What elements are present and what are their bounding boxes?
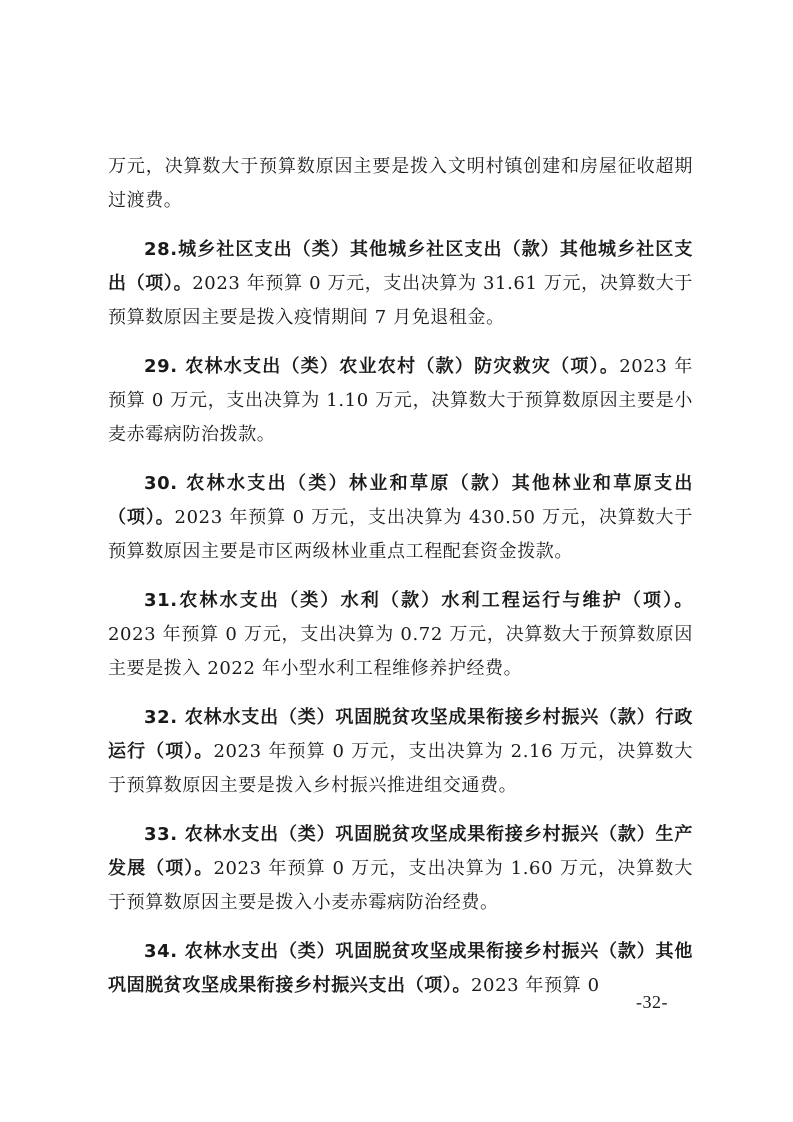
paragraph-heading: 29. 农林水支出（类）农业农村（款）防灾救灾（项）。 bbox=[144, 356, 620, 377]
paragraph-body: 2023 年预算 0 万元，支出决算为 1.60 万元，决算数大于预算数原因主要是拨入小麦赤霉病防治经费。 bbox=[108, 858, 693, 913]
paragraph-heading: 31.农林水支出（类）水利（款）水利工程运行与维护（项）。 bbox=[144, 590, 693, 611]
paragraph-item-31 bbox=[108, 584, 693, 686]
page-content bbox=[108, 150, 693, 1003]
paragraph-body: 2023 年预算 0 bbox=[471, 975, 600, 996]
paragraph-item-28 bbox=[108, 233, 693, 335]
paragraph-item-29 bbox=[108, 350, 693, 452]
paragraph-item-34 bbox=[108, 935, 693, 1003]
paragraph-heading: 32. 农林水支出（类）巩固脱贫攻坚成果衔接乡村振兴（款）行政运行（项）。 bbox=[108, 707, 693, 762]
paragraph-heading: 30. 农林水支出（类）林业和草原（款）其他林业和草原支出（项）。 bbox=[108, 473, 693, 528]
paragraph-heading: 28.城乡社区支出（类）其他城乡社区支出（款）其他城乡社区支出（项）。 bbox=[108, 239, 693, 294]
paragraph-heading: 34. 农林水支出（类）巩固脱贫攻坚成果衔接乡村振兴（款）其他巩固脱贫攻坚成果衔接乡村振兴支出（项）。 bbox=[108, 941, 693, 996]
paragraph-body: 2023 年预算 0 万元，支出决算为 2.16 万元，决算数大于预算数原因主要是拨入乡村振兴推进组交通费。 bbox=[108, 741, 693, 796]
paragraph-item-33 bbox=[108, 818, 693, 920]
paragraph-body: 万元，决算数大于预算数原因主要是拨入文明村镇创建和房屋征收超期过渡费。 bbox=[108, 156, 693, 211]
paragraph-item-30 bbox=[108, 467, 693, 569]
paragraph-continuation bbox=[108, 150, 693, 218]
page-number: -32- bbox=[636, 992, 668, 1012]
paragraph-body: 2023 年预算 0 万元，支出决算为 430.50 万元，决算数大于预算数原因主要是市区两级林业重点工程配套资金拨款。 bbox=[108, 507, 693, 562]
paragraph-body: 2023 年预算 0 万元，支出决算为 0.72 万元，决算数大于预算数原因主要是拨入 2022 年小型水利工程维修养护经费。 bbox=[108, 624, 693, 679]
paragraph-item-32 bbox=[108, 701, 693, 803]
paragraph-body: 2023 年预算 0 万元，支出决算为 1.10 万元，决算数大于预算数原因主要是小麦赤霉病防治拨款。 bbox=[108, 356, 693, 445]
paragraph-heading: 33. 农林水支出（类）巩固脱贫攻坚成果衔接乡村振兴（款）生产发展（项）。 bbox=[108, 824, 693, 879]
paragraph-body: 2023 年预算 0 万元，支出决算为 31.61 万元，决算数大于预算数原因主要是拨入疫情期间 7 月免退租金。 bbox=[108, 273, 693, 328]
